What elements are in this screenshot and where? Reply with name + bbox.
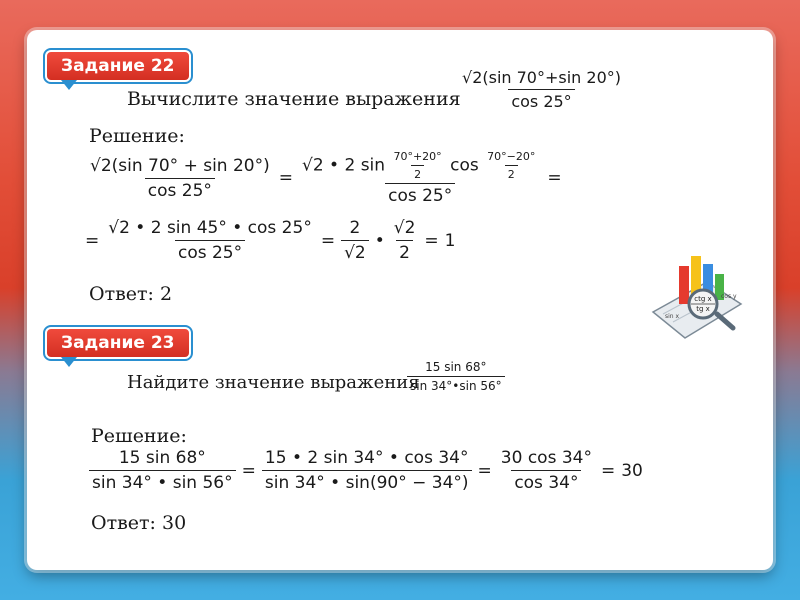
equals-sign: =	[424, 230, 439, 251]
t23-frac1-denominator: sin 34° • sin 56°	[89, 470, 236, 493]
equals-sign: =	[241, 460, 256, 481]
task-23-expr-denominator: sin 34°•sin 56°	[407, 376, 505, 393]
equals-sign: =	[85, 230, 100, 251]
task-23-answer: Ответ: 30	[91, 512, 187, 534]
trigonometry-clipart-icon	[645, 252, 745, 342]
half-diff-denominator: 2	[505, 165, 518, 181]
line2-frac1-numerator: 2	[349, 218, 361, 238]
line2-result: 1	[444, 230, 456, 251]
line1-mid-num-text: √2 • 2 sin	[302, 155, 386, 176]
tg-label: tg x	[696, 305, 710, 313]
task-23-expr-numerator: 15 sin 68°	[425, 360, 487, 374]
t23-frac3-denominator: cos 34°	[511, 470, 581, 493]
task-22-solution-label: Решение:	[89, 125, 185, 147]
half-sum-denominator: 2	[411, 165, 424, 181]
equals-sign: =	[600, 460, 616, 481]
t23-frac3-numerator: 30 cos 34°	[500, 448, 592, 468]
line1-mid-denominator: cos 25°	[385, 183, 455, 206]
task-22-prompt: Вычислите значение выражения	[127, 88, 461, 110]
cos-text: cos	[450, 155, 479, 176]
t23-frac2-numerator: 15 • 2 sin 34° • cos 34°	[264, 448, 469, 468]
task-22-expr-numerator: √2(sin 70°+sin 20°)	[462, 68, 621, 87]
line2-frac1-denominator: √2	[341, 240, 369, 263]
t23-frac2-denominator: sin 34° • sin(90° − 34°)	[262, 470, 472, 493]
task-22-answer: Ответ: 2	[89, 283, 173, 305]
equals-sign: =	[278, 168, 293, 188]
task-23-expression	[407, 360, 505, 393]
line1-lhs-denominator: cos 25°	[145, 178, 215, 201]
task-23-solution-label: Решение:	[91, 425, 187, 447]
cos-label: cos y	[721, 293, 737, 300]
t23-result: 30	[621, 460, 643, 481]
sin-label: sin x	[665, 313, 680, 320]
line2-frac2-numerator: √2	[393, 218, 416, 238]
t23-frac1-numerator: 15 sin 68°	[118, 448, 206, 468]
task-23-badge: Задание 23	[45, 327, 191, 359]
multiply-dot: •	[374, 230, 385, 251]
equals-sign: =	[547, 168, 562, 188]
task-22-expr-denominator: cos 25°	[508, 89, 574, 111]
line2-frac2-denominator: 2	[396, 240, 413, 263]
half-diff-numerator: 70°−20°	[487, 150, 536, 163]
line2-numerator: √2 • 2 sin 45° • cos 25°	[108, 218, 312, 238]
slide-card	[27, 30, 773, 570]
ctg-label: ctg x	[694, 295, 712, 303]
line2-denominator: cos 25°	[175, 240, 245, 263]
line1-lhs-numerator: √2(sin 70° + sin 20°)	[90, 155, 270, 176]
task-23-solution-line	[89, 448, 643, 493]
task-22-badge: Задание 22	[45, 50, 191, 82]
half-sum-numerator: 70°+20°	[393, 150, 442, 163]
task-23-prompt: Найдите значение выражения	[127, 372, 420, 393]
equals-sign: =	[320, 230, 336, 251]
equals-sign: =	[477, 460, 492, 481]
